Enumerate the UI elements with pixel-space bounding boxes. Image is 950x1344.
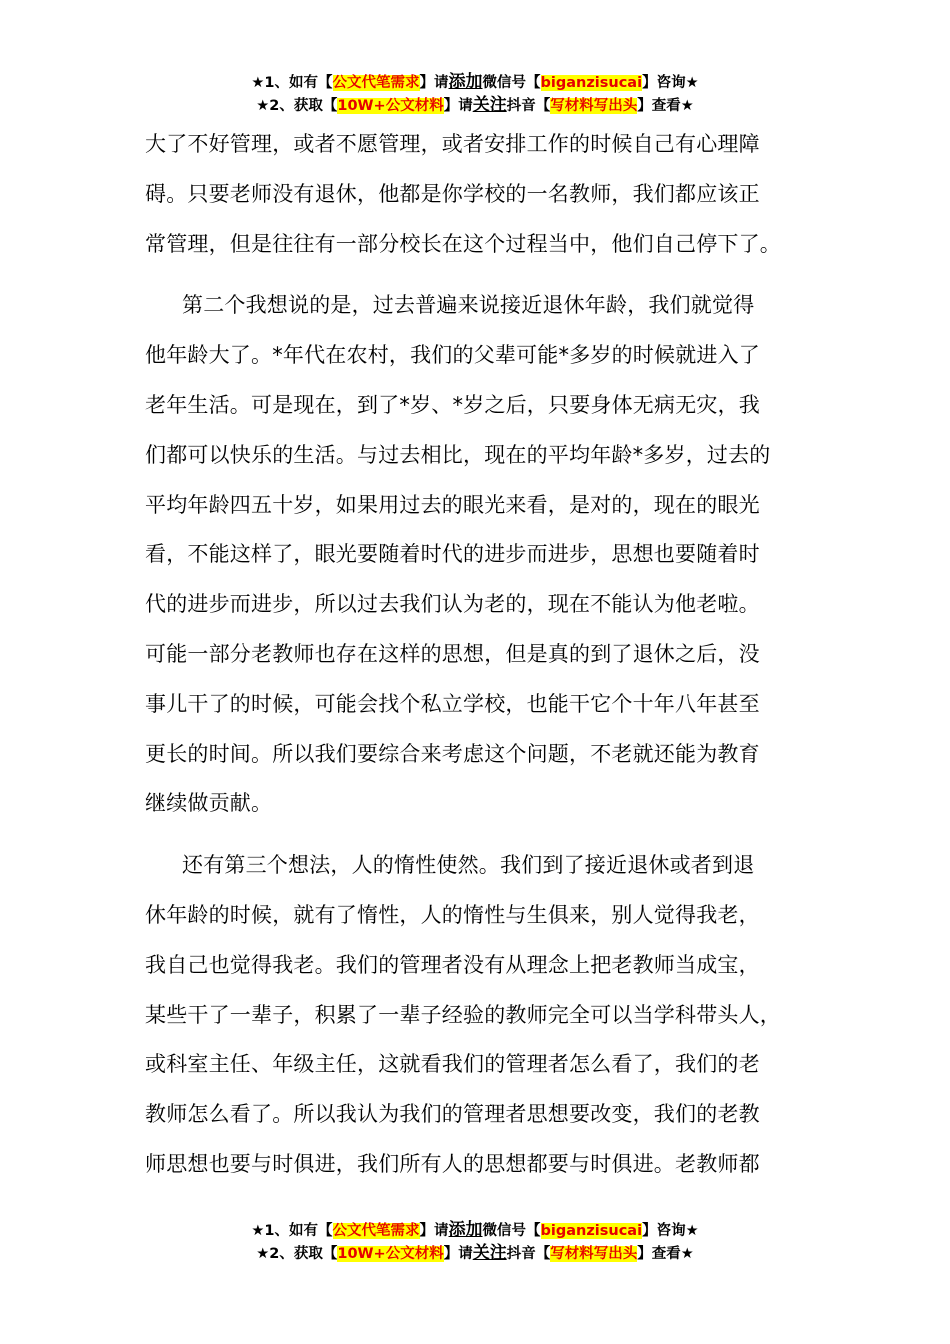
text-line: 老年生活。可是现在，到了*岁、*岁之后，只要身体无病无灾，我 xyxy=(145,392,760,417)
text-line: 更长的时间。所以我们要综合来考虑这个问题，不老就还能为教育 xyxy=(145,741,760,766)
text-line: 教师怎么看了。所以我认为我们的管理者思想要改变，我们的老教 xyxy=(145,1102,760,1127)
header-highlight-douyin: 写材料写出头 xyxy=(550,98,638,114)
footer-line-2-text: 抖音【 xyxy=(506,1246,551,1262)
text-line: 代的进步而进步，所以过去我们认为老的，现在不能认为他老啦。 xyxy=(145,592,760,617)
footer-line-2 xyxy=(0,1242,950,1265)
header-line-1-text: 】咨询★ xyxy=(642,75,699,91)
header-line-2 xyxy=(0,94,950,117)
header-highlight-service: 公文代笔需求 xyxy=(332,75,420,91)
header-emphasis-follow: 关注 xyxy=(472,95,507,115)
text-line: 师思想也要与时俱进，我们所有人的思想都要与时俱进。老教师都 xyxy=(145,1151,760,1176)
footer-emphasis-follow: 关注 xyxy=(472,1243,507,1263)
footer-line-1-text: 】请 xyxy=(419,1223,449,1239)
header-line-1 xyxy=(0,71,950,94)
text-line: 他年龄大了。*年代在农村，我们的父辈可能*多岁的时候就进入了 xyxy=(145,343,760,368)
text-line: 事儿干了的时候，可能会找个私立学校，也能干它个十年八年甚至 xyxy=(145,691,760,716)
text-line: 看，不能这样了，眼光要随着时代的进步而进步，思想也要随着时 xyxy=(145,542,760,567)
text-line: 们都可以快乐的生活。与过去相比，现在的平均年龄*多岁，过去的 xyxy=(145,442,771,467)
header-highlight-wechat-id: biganzisucai xyxy=(540,75,643,91)
footer-highlight-materials: 10W+公文材料 xyxy=(337,1246,444,1262)
header-line-2-text: 】请 xyxy=(443,98,473,114)
text-line: 或科室主任、年级主任，这就看我们的管理者怎么看了，我们的老 xyxy=(145,1052,760,1077)
text-line: 大了不好管理，或者不愿管理，或者安排工作的时候自己有心理障 xyxy=(145,132,760,156)
text-line: 常管理，但是往往有一部分校长在这个过程当中，他们自己停下了。 xyxy=(145,231,781,256)
footer-emphasis-add: 添加 xyxy=(448,1220,483,1240)
text-line: 第二个我想说的是，过去普遍来说接近退休年龄，我们就觉得 xyxy=(182,293,755,318)
text-line: 平均年龄四五十岁，如果用过去的眼光来看，是对的，现在的眼光 xyxy=(145,492,760,517)
footer-highlight-wechat-id: biganzisucai xyxy=(540,1223,643,1239)
text-line: 我自己也觉得我老。我们的管理者没有从理念上把老教师当成宝， xyxy=(145,952,760,977)
header-banner xyxy=(0,71,950,117)
text-line: 可能一部分老教师也存在这样的思想，但是真的到了退休之后，没 xyxy=(145,641,760,666)
header-line-1-text: 微信号【 xyxy=(482,75,541,91)
footer-highlight-douyin: 写材料写出头 xyxy=(550,1246,638,1262)
paragraph-2 xyxy=(145,281,810,829)
header-line-2-text: 抖音【 xyxy=(506,98,551,114)
footer-line-1-text: 】咨询★ xyxy=(642,1223,699,1239)
header-highlight-materials: 10W+公文材料 xyxy=(337,98,444,114)
footer-line-2-text: 】查看★ xyxy=(637,1246,694,1262)
paragraph-3 xyxy=(145,841,810,1190)
footer-highlight-service: 公文代笔需求 xyxy=(332,1223,420,1239)
text-line: 休年龄的时候，就有了惰性，人的惰性与生俱来，别人觉得我老， xyxy=(145,902,760,927)
text-line: 碍。只要老师没有退休，他都是你学校的一名教师，我们都应该正 xyxy=(145,181,760,206)
header-line-1-text: 】请 xyxy=(419,75,449,91)
header-line-2-text: 】查看★ xyxy=(637,98,694,114)
header-line-1-text: ★1、如有【 xyxy=(251,75,333,91)
footer-line-1-text: 微信号【 xyxy=(482,1223,541,1239)
text-line: 还有第三个想法，人的惰性使然。我们到了接近退休或者到退 xyxy=(182,853,755,878)
footer-banner xyxy=(0,1219,950,1265)
footer-line-1-text: ★1、如有【 xyxy=(251,1223,333,1239)
header-line-2-text: ★2、获取【 xyxy=(256,98,338,114)
paragraph-1 xyxy=(145,120,810,269)
header-emphasis-add: 添加 xyxy=(448,72,483,92)
text-line: 继续做贡献。 xyxy=(145,791,273,816)
document-body xyxy=(145,120,810,1190)
footer-line-2-text: 】请 xyxy=(443,1246,473,1262)
footer-line-1 xyxy=(0,1219,950,1242)
text-line: 某些干了一辈子，积累了一辈子经验的教师完全可以当学科带头人， xyxy=(145,1002,781,1027)
footer-line-2-text: ★2、获取【 xyxy=(256,1246,338,1262)
